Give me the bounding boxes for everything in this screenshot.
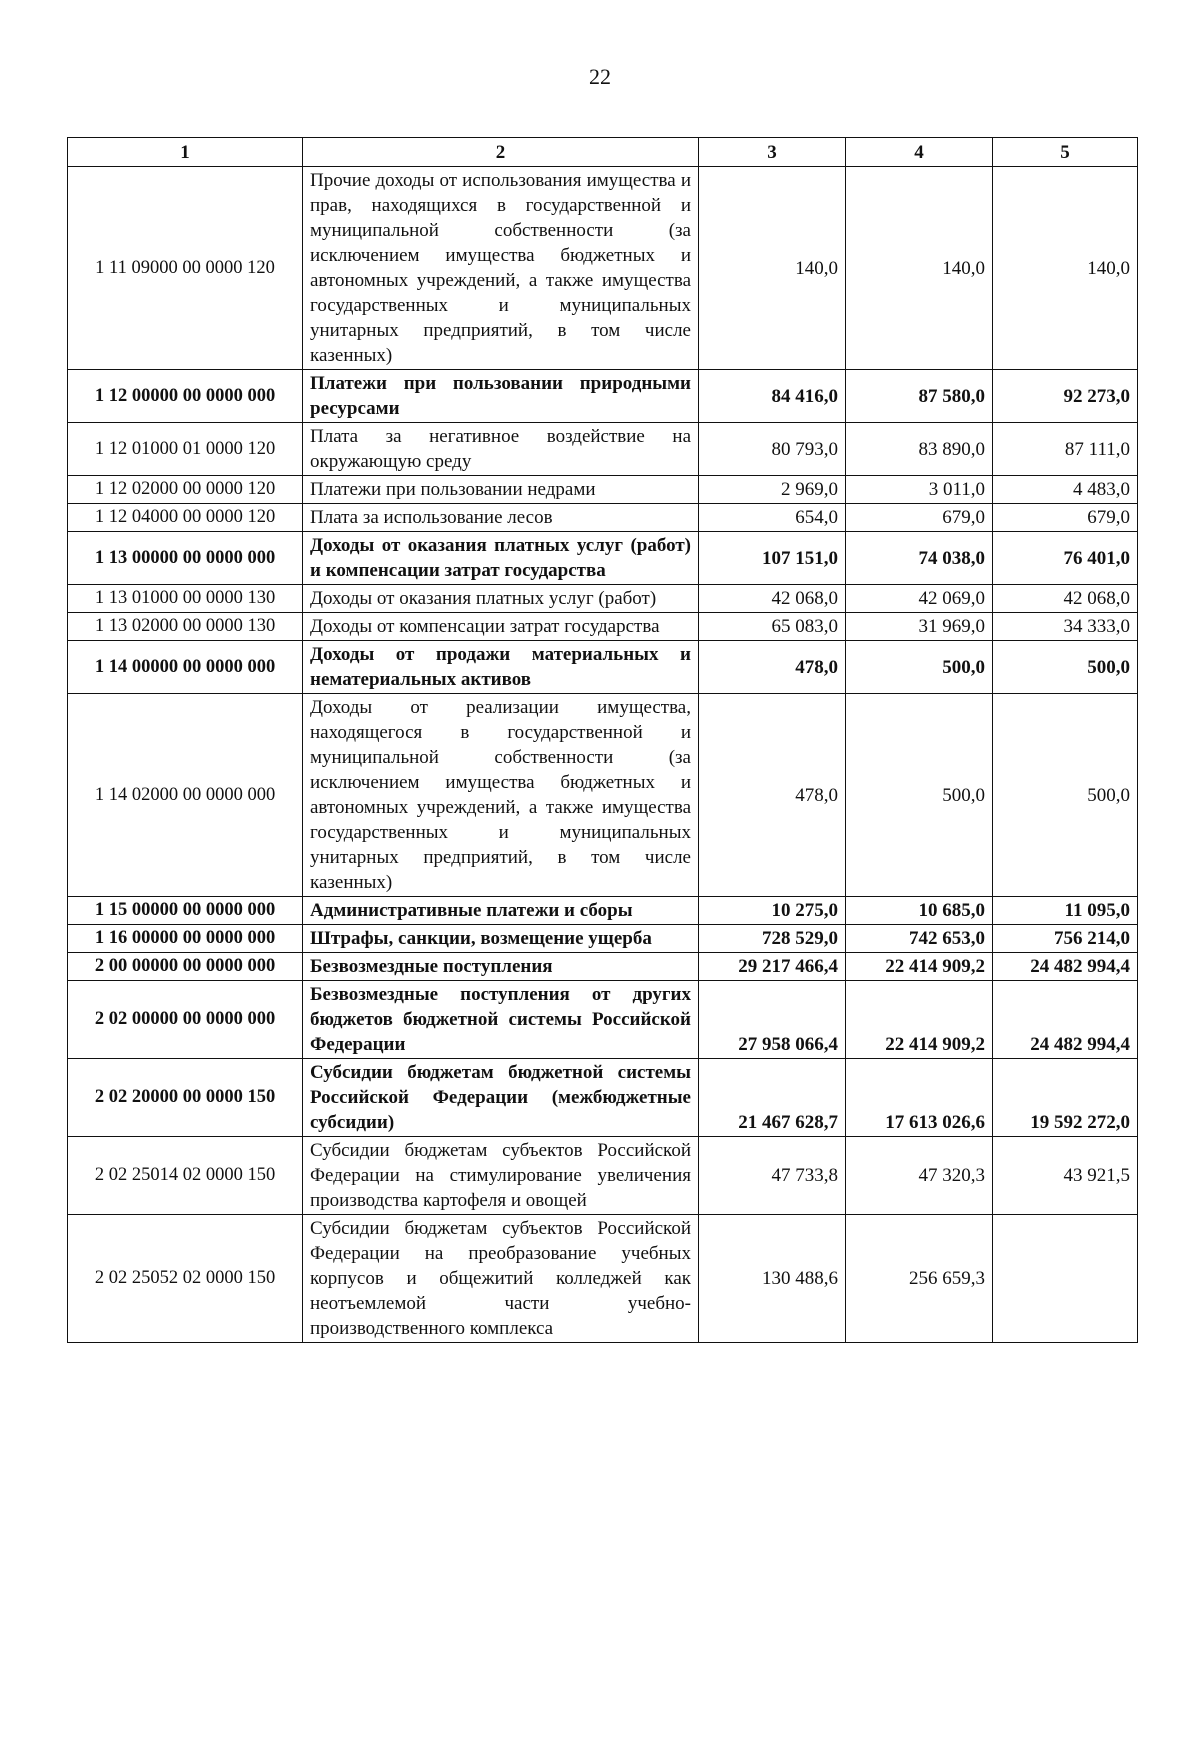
value-col3-cell: 27 958 066,4: [699, 981, 846, 1059]
description-cell: Безвозмездные поступления: [303, 953, 699, 981]
description-cell: Доходы от реализации имущества, находящегося в государственной и муниципальной собственности (за исключением имущества бюджетных и автономных учреждений, а также имущества государственных и муниципальных унитарных предприятий, в том числе казенных): [303, 694, 699, 897]
value-col3-cell: 65 083,0: [699, 613, 846, 641]
description-cell: Платежи при пользовании природными ресурсами: [303, 370, 699, 423]
description-cell: Доходы от продажи материальных и нематериальных активов: [303, 641, 699, 694]
value-col4-cell: 3 011,0: [846, 476, 993, 504]
table-row: [68, 532, 1138, 585]
value-col4-cell: 31 969,0: [846, 613, 993, 641]
table-row: [68, 1137, 1138, 1215]
description-cell: Доходы от оказания платных услуг (работ): [303, 585, 699, 613]
column-header-3: 3: [699, 138, 846, 167]
value-col3-cell: 478,0: [699, 694, 846, 897]
table-row: [68, 585, 1138, 613]
budget-code-cell: 1 12 04000 00 0000 120: [68, 504, 303, 532]
value-col4-cell: 256 659,3: [846, 1215, 993, 1343]
budget-code-cell: 2 02 00000 00 0000 000: [68, 981, 303, 1059]
value-col5-cell: 679,0: [993, 504, 1138, 532]
budget-code-cell: 1 11 09000 00 0000 120: [68, 167, 303, 370]
value-col5-cell: 500,0: [993, 694, 1138, 897]
budget-code-cell: 2 00 00000 00 0000 000: [68, 953, 303, 981]
budget-code-cell: 1 12 02000 00 0000 120: [68, 476, 303, 504]
value-col4-cell: 500,0: [846, 641, 993, 694]
value-col3-cell: 80 793,0: [699, 423, 846, 476]
value-col5-cell: 4 483,0: [993, 476, 1138, 504]
description-cell: Субсидии бюджетам субъектов Российской Федерации на стимулирование увеличения производства картофеля и овощей: [303, 1137, 699, 1215]
value-col5-cell: 92 273,0: [993, 370, 1138, 423]
value-col3-cell: 84 416,0: [699, 370, 846, 423]
value-col3-cell: 42 068,0: [699, 585, 846, 613]
value-col4-cell: 500,0: [846, 694, 993, 897]
page-number: 22: [589, 64, 611, 89]
value-col5-cell: 140,0: [993, 167, 1138, 370]
table-body: [68, 167, 1138, 1343]
table-header-row: [68, 138, 1138, 167]
value-col4-cell: 742 653,0: [846, 925, 993, 953]
value-col3-cell: 130 488,6: [699, 1215, 846, 1343]
value-col3-cell: 21 467 628,7: [699, 1059, 846, 1137]
description-cell: Плата за негативное воздействие на окружающую среду: [303, 423, 699, 476]
budget-code-cell: 1 13 00000 00 0000 000: [68, 532, 303, 585]
description-cell: Доходы от компенсации затрат государства: [303, 613, 699, 641]
value-col4-cell: 679,0: [846, 504, 993, 532]
value-col3-cell: 478,0: [699, 641, 846, 694]
value-col3-cell: 654,0: [699, 504, 846, 532]
description-cell: Административные платежи и сборы: [303, 897, 699, 925]
value-col4-cell: 83 890,0: [846, 423, 993, 476]
value-col5-cell: 76 401,0: [993, 532, 1138, 585]
value-col4-cell: 17 613 026,6: [846, 1059, 993, 1137]
budget-code-cell: 2 02 25014 02 0000 150: [68, 1137, 303, 1215]
table-row: [68, 694, 1138, 897]
budget-code-cell: 2 02 20000 00 0000 150: [68, 1059, 303, 1137]
value-col5-cell: 500,0: [993, 641, 1138, 694]
description-cell: Субсидии бюджетам субъектов Российской Федерации на преобразование учебных корпусов и общежитий колледжей как неотъемлемой части учебно-производственного комплекса: [303, 1215, 699, 1343]
description-cell: Доходы от оказания платных услуг (работ) и компенсации затрат государства: [303, 532, 699, 585]
budget-code-cell: 1 13 01000 00 0000 130: [68, 585, 303, 613]
table-row: [68, 641, 1138, 694]
description-cell: Безвозмездные поступления от других бюджетов бюджетной системы Российской Федерации: [303, 981, 699, 1059]
description-cell: Плата за использование лесов: [303, 504, 699, 532]
value-col5-cell: 34 333,0: [993, 613, 1138, 641]
value-col3-cell: 2 969,0: [699, 476, 846, 504]
table-row: [68, 613, 1138, 641]
value-col3-cell: 107 151,0: [699, 532, 846, 585]
value-col4-cell: 140,0: [846, 167, 993, 370]
value-col4-cell: 22 414 909,2: [846, 981, 993, 1059]
table-row: [68, 476, 1138, 504]
column-header-2: 2: [303, 138, 699, 167]
value-col3-cell: 728 529,0: [699, 925, 846, 953]
table-row: [68, 981, 1138, 1059]
table-row: [68, 167, 1138, 370]
column-header-4: 4: [846, 138, 993, 167]
description-cell: Штрафы, санкции, возмещение ущерба: [303, 925, 699, 953]
value-col4-cell: 87 580,0: [846, 370, 993, 423]
value-col3-cell: 140,0: [699, 167, 846, 370]
budget-code-cell: 1 12 00000 00 0000 000: [68, 370, 303, 423]
value-col4-cell: 22 414 909,2: [846, 953, 993, 981]
table-row: [68, 925, 1138, 953]
budget-code-cell: 2 02 25052 02 0000 150: [68, 1215, 303, 1343]
description-cell: Платежи при пользовании недрами: [303, 476, 699, 504]
table-row: [68, 1215, 1138, 1343]
budget-code-cell: 1 15 00000 00 0000 000: [68, 897, 303, 925]
budget-table: [67, 137, 1138, 1343]
value-col3-cell: 47 733,8: [699, 1137, 846, 1215]
value-col3-cell: 10 275,0: [699, 897, 846, 925]
table-row: [68, 953, 1138, 981]
value-col5-cell: 24 482 994,4: [993, 981, 1138, 1059]
value-col4-cell: 10 685,0: [846, 897, 993, 925]
budget-code-cell: 1 13 02000 00 0000 130: [68, 613, 303, 641]
table-row: [68, 370, 1138, 423]
table-row: [68, 1059, 1138, 1137]
table-row: [68, 504, 1138, 532]
value-col5-cell: 43 921,5: [993, 1137, 1138, 1215]
value-col4-cell: 42 069,0: [846, 585, 993, 613]
budget-code-cell: 1 14 00000 00 0000 000: [68, 641, 303, 694]
table-row: [68, 423, 1138, 476]
value-col5-cell: 19 592 272,0: [993, 1059, 1138, 1137]
value-col5-cell: 24 482 994,4: [993, 953, 1138, 981]
description-cell: Прочие доходы от использования имущества и прав, находящихся в государственной и муниципальной собственности (за исключением имущества бюджетных и автономных учреждений, а также имущества государственных и муниципальных унитарных предприятий, в том числе казенных): [303, 167, 699, 370]
column-header-5: 5: [993, 138, 1138, 167]
budget-code-cell: 1 14 02000 00 0000 000: [68, 694, 303, 897]
value-col5-cell: 756 214,0: [993, 925, 1138, 953]
value-col5-cell: 11 095,0: [993, 897, 1138, 925]
table-row: [68, 897, 1138, 925]
value-col3-cell: 29 217 466,4: [699, 953, 846, 981]
value-col4-cell: 74 038,0: [846, 532, 993, 585]
budget-code-cell: 1 12 01000 01 0000 120: [68, 423, 303, 476]
value-col5-cell: 42 068,0: [993, 585, 1138, 613]
budget-code-cell: 1 16 00000 00 0000 000: [68, 925, 303, 953]
description-cell: Субсидии бюджетам бюджетной системы Российской Федерации (межбюджетные субсидии): [303, 1059, 699, 1137]
column-header-1: 1: [68, 138, 303, 167]
value-col5-cell: 87 111,0: [993, 423, 1138, 476]
value-col4-cell: 47 320,3: [846, 1137, 993, 1215]
value-col5-cell: [993, 1215, 1138, 1343]
